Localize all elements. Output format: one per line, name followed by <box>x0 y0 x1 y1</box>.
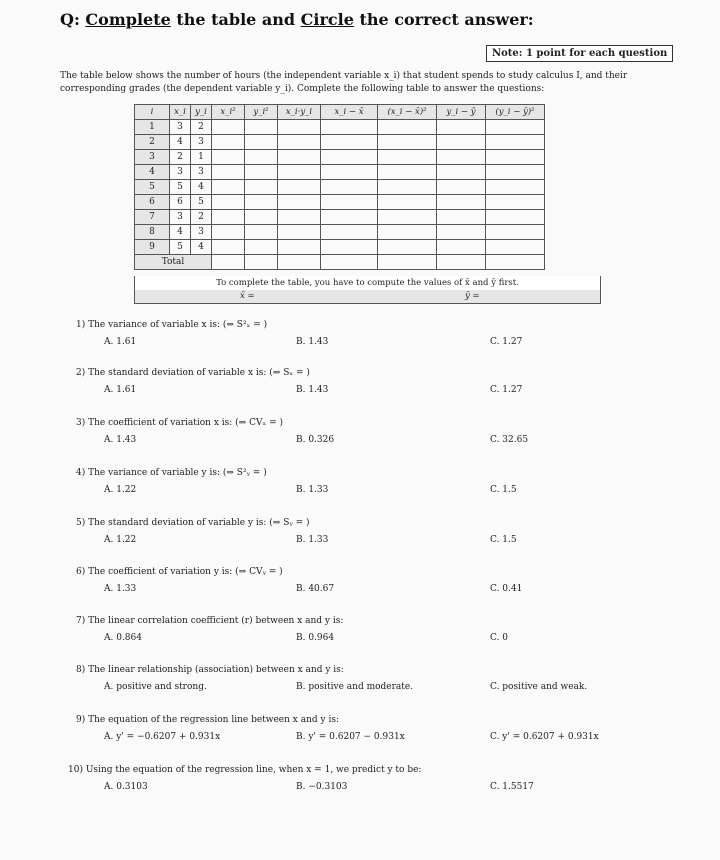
blank-cell[interactable] <box>437 210 486 225</box>
blank-cell[interactable] <box>278 210 321 225</box>
blank-cell[interactable] <box>437 195 486 210</box>
option-a[interactable]: A. 1.61 <box>104 337 137 347</box>
table-row: 6 6 5 <box>135 195 545 210</box>
blank-cell[interactable] <box>321 120 378 135</box>
blank-cell[interactable] <box>245 150 278 165</box>
blank-cell[interactable] <box>486 255 545 270</box>
option-a[interactable]: A. 1.22 <box>104 535 137 545</box>
option-b[interactable]: B. −0.3103 <box>296 782 348 792</box>
question-9: 9) The equation of the regression line between x and y is: <box>76 715 339 725</box>
title-circle: Circle <box>300 10 354 29</box>
xbar-label: x̄ = <box>240 291 255 301</box>
total-row <box>135 255 545 270</box>
blank-cell[interactable] <box>378 195 437 210</box>
blank-cell[interactable] <box>245 240 278 255</box>
title-complete: Complete <box>85 10 171 29</box>
compute-note: To complete the table, you have to compute the values of x̄ and ȳ first. <box>134 276 601 291</box>
blank-cell[interactable] <box>486 225 545 240</box>
blank-cell[interactable] <box>212 210 245 225</box>
col-header-y: y_i <box>191 105 212 120</box>
option-b[interactable]: B. 1.33 <box>296 485 329 495</box>
option-c[interactable]: C. 1.27 <box>490 385 523 395</box>
blank-cell[interactable] <box>245 225 278 240</box>
question-4: 4) The variance of variable y is: (⇒ S²ᵧ = ) <box>76 468 267 478</box>
blank-cell[interactable] <box>212 180 245 195</box>
option-b[interactable]: B. 40.67 <box>296 584 335 594</box>
blank-cell[interactable] <box>378 210 437 225</box>
col-header-x2: x_i² <box>212 105 245 120</box>
option-c[interactable]: C. positive and weak. <box>490 682 588 692</box>
col-header-ydev: y_i − ȳ <box>437 105 486 120</box>
option-a[interactable]: A. 1.33 <box>104 584 137 594</box>
page-title: Q: Complete the table and Circle the correct answer: <box>60 10 534 29</box>
blank-cell[interactable] <box>486 240 545 255</box>
table-row: 5 5 4 <box>135 180 545 195</box>
question-7: 7) The linear correlation coefficient (r) between x and y is: <box>76 616 344 626</box>
means-row <box>134 290 601 304</box>
blank-cell[interactable] <box>278 240 321 255</box>
option-a[interactable]: A. 1.61 <box>104 385 137 395</box>
question-6: 6) The coefficient of variation y is: (⇒ CVᵧ = ) <box>76 567 283 577</box>
blank-cell[interactable] <box>437 225 486 240</box>
table-row: 7 3 2 <box>135 210 545 225</box>
blank-cell[interactable] <box>245 255 278 270</box>
question-8: 8) The linear relationship (association) between x and y is: <box>76 665 344 675</box>
blank-cell[interactable] <box>278 135 321 150</box>
col-header-x: x_i <box>170 105 191 120</box>
col-header-i: i <box>135 105 170 120</box>
option-b[interactable]: B. 1.33 <box>296 535 329 545</box>
blank-cell[interactable] <box>245 135 278 150</box>
blank-cell[interactable] <box>378 135 437 150</box>
table-row: 8 4 3 <box>135 225 545 240</box>
blank-cell[interactable] <box>437 135 486 150</box>
col-header-y2: y_i² <box>245 105 278 120</box>
blank-cell[interactable] <box>321 150 378 165</box>
option-c[interactable]: C. 1.27 <box>490 337 523 347</box>
question-5: 5) The standard deviation of variable y is: (⇒ Sᵧ = ) <box>76 518 310 528</box>
blank-cell[interactable] <box>321 195 378 210</box>
col-header-xdev2: (x_i − x̄)² <box>378 105 437 120</box>
option-c[interactable]: C. 32.65 <box>490 435 529 445</box>
blank-cell[interactable] <box>212 120 245 135</box>
blank-cell[interactable] <box>212 165 245 180</box>
blank-cell[interactable] <box>437 180 486 195</box>
blank-cell[interactable] <box>486 210 545 225</box>
table-row: 4 3 3 <box>135 165 545 180</box>
col-header-xdev: x_i − x̄ <box>321 105 378 120</box>
option-a[interactable]: A. 0.3103 <box>104 782 148 792</box>
blank-cell[interactable] <box>486 135 545 150</box>
blank-cell[interactable] <box>278 165 321 180</box>
blank-cell[interactable] <box>278 255 321 270</box>
option-b[interactable]: B. 1.43 <box>296 385 329 395</box>
blank-cell[interactable] <box>486 150 545 165</box>
data-table <box>134 104 545 270</box>
blank-cell[interactable] <box>378 165 437 180</box>
blank-cell[interactable] <box>212 135 245 150</box>
blank-cell[interactable] <box>245 210 278 225</box>
table-row: 3 2 1 <box>135 150 545 165</box>
option-c[interactable]: C. 1.5 <box>490 485 517 495</box>
blank-cell[interactable] <box>486 165 545 180</box>
blank-cell[interactable] <box>321 255 378 270</box>
blank-cell[interactable] <box>437 165 486 180</box>
col-header-xy: x_i·y_i <box>278 105 321 120</box>
blank-cell[interactable] <box>378 225 437 240</box>
option-b[interactable]: B. y' = 0.6207 − 0.931x <box>296 732 405 742</box>
blank-cell[interactable] <box>321 135 378 150</box>
col-header-ydev2: (y_i − ȳ)² <box>486 105 545 120</box>
option-c[interactable]: C. 1.5 <box>490 535 517 545</box>
blank-cell[interactable] <box>245 180 278 195</box>
blank-cell[interactable] <box>437 240 486 255</box>
blank-cell[interactable] <box>437 120 486 135</box>
option-b[interactable]: B. 0.326 <box>296 435 335 445</box>
blank-cell[interactable] <box>486 195 545 210</box>
option-a[interactable]: A. y' = −0.6207 + 0.931x <box>104 732 221 742</box>
blank-cell[interactable] <box>278 195 321 210</box>
option-b[interactable]: B. 0.964 <box>296 633 335 643</box>
option-a[interactable]: A. 1.22 <box>104 485 137 495</box>
option-a[interactable]: A. positive and strong. <box>104 682 207 692</box>
option-c[interactable]: C. 0 <box>490 633 509 643</box>
blank-cell[interactable] <box>278 225 321 240</box>
question-10: 10) Using the equation of the regression line, when x = 1, we predict y to be: <box>68 765 422 775</box>
table-row: 2 4 3 <box>135 135 545 150</box>
table-row: 9 5 4 <box>135 240 545 255</box>
blank-cell[interactable] <box>486 120 545 135</box>
intro-paragraph: The table below shows the number of hours (the independent variable x_i) that student spends to study calculus I, and their corresponding grades (the dependent variable y_i). Complete the following table to answer the questions: <box>60 71 628 94</box>
blank-cell[interactable] <box>321 240 378 255</box>
blank-cell[interactable] <box>486 180 545 195</box>
question-2: 2) The standard deviation of variable x is: (⇒ Sₓ = ) <box>76 368 310 378</box>
blank-cell[interactable] <box>278 120 321 135</box>
question-3: 3) The coefficient of variation x is: (⇒ CVₓ = ) <box>76 418 284 428</box>
note-box: Note: 1 point for each question <box>486 45 673 62</box>
option-b[interactable]: B. 1.43 <box>296 337 329 347</box>
blank-cell[interactable] <box>245 165 278 180</box>
blank-cell[interactable] <box>245 195 278 210</box>
blank-cell[interactable] <box>212 255 245 270</box>
question-1: 1) The variance of variable x is: (⇒ S²ₓ = ) <box>76 320 268 330</box>
blank-cell[interactable] <box>378 120 437 135</box>
table-row: 1 3 2 <box>135 120 545 135</box>
blank-cell[interactable] <box>212 225 245 240</box>
option-b[interactable]: B. positive and moderate. <box>296 682 414 692</box>
blank-cell[interactable] <box>378 240 437 255</box>
blank-cell[interactable] <box>321 165 378 180</box>
option-c[interactable]: C. 0.41 <box>490 584 523 594</box>
blank-cell[interactable] <box>278 150 321 165</box>
blank-cell[interactable] <box>212 195 245 210</box>
blank-cell[interactable] <box>378 255 437 270</box>
blank-cell[interactable] <box>321 210 378 225</box>
total-label: Total <box>135 255 212 270</box>
option-c[interactable]: C. 1.5517 <box>490 782 534 792</box>
blank-cell[interactable] <box>321 180 378 195</box>
table-header-row <box>135 105 545 120</box>
blank-cell[interactable] <box>437 150 486 165</box>
blank-cell[interactable] <box>321 225 378 240</box>
option-a[interactable]: A. 1.43 <box>104 435 137 445</box>
blank-cell[interactable] <box>245 120 278 135</box>
blank-cell[interactable] <box>212 240 245 255</box>
blank-cell[interactable] <box>437 255 486 270</box>
option-c[interactable]: C. y' = 0.6207 + 0.931x <box>490 732 599 742</box>
blank-cell[interactable] <box>278 180 321 195</box>
blank-cell[interactable] <box>378 180 437 195</box>
blank-cell[interactable] <box>378 150 437 165</box>
ybar-label: ȳ = <box>465 291 480 301</box>
option-a[interactable]: A. 0.864 <box>104 633 142 643</box>
blank-cell[interactable] <box>212 150 245 165</box>
